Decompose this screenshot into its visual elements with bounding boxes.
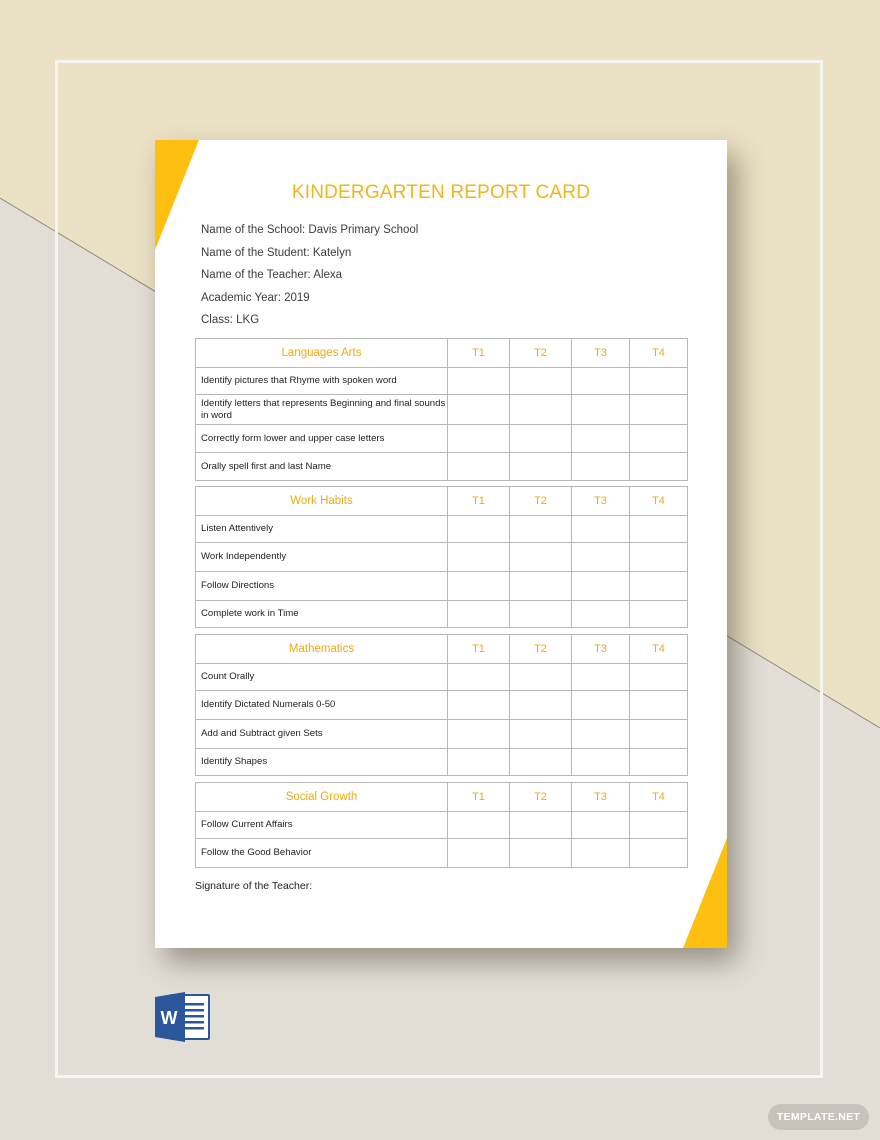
row-label: Follow the Good Behavior	[196, 839, 448, 868]
term-header-t1: T1	[448, 487, 510, 516]
term-header-t4: T4	[630, 635, 688, 664]
grade-cell	[630, 368, 688, 395]
row-label: Follow Directions	[196, 572, 448, 601]
grade-cell	[510, 749, 572, 776]
row-label: Orally spell first and last Name	[196, 453, 448, 481]
grade-cell	[448, 839, 510, 868]
grade-cell	[572, 516, 630, 543]
row-label: Follow Current Affairs	[196, 812, 448, 839]
grade-cell	[448, 368, 510, 395]
grade-cell	[572, 691, 630, 720]
section-languages-arts	[195, 338, 688, 481]
grade-cell	[448, 664, 510, 691]
row-label: Add and Subtract given Sets	[196, 720, 448, 749]
grade-cell	[630, 572, 688, 601]
grade-cell	[510, 664, 572, 691]
grade-cell	[630, 749, 688, 776]
grade-cell	[448, 720, 510, 749]
grade-cell	[630, 664, 688, 691]
grade-cell	[510, 368, 572, 395]
term-header-t2: T2	[510, 487, 572, 516]
student-name: Name of the Student: Katelyn	[201, 246, 352, 259]
grade-cell	[572, 395, 630, 425]
grade-cell	[510, 812, 572, 839]
section-work-habits	[195, 486, 688, 628]
section-header: Work Habits	[196, 487, 448, 516]
grade-cell	[572, 812, 630, 839]
grade-cell	[572, 664, 630, 691]
grade-cell	[572, 839, 630, 868]
class-name: Class: LKG	[201, 314, 260, 327]
grade-cell	[448, 453, 510, 481]
grade-cell	[630, 453, 688, 481]
grade-cell	[448, 516, 510, 543]
grade-cell	[572, 749, 630, 776]
grade-cell	[510, 839, 572, 868]
section-mathematics	[195, 634, 688, 776]
row-label: Correctly form lower and upper case letters	[196, 425, 448, 453]
grade-cell	[510, 516, 572, 543]
template-net-badge[interactable]: TEMPLATE.NET	[768, 1104, 869, 1130]
row-label: Identify Dictated Numerals 0-50	[196, 691, 448, 720]
grade-cell	[630, 720, 688, 749]
signature-label: Signature of the Teacher:	[195, 880, 313, 892]
grade-cell	[448, 543, 510, 572]
term-header-t1: T1	[448, 783, 510, 812]
term-header-t2: T2	[510, 635, 572, 664]
term-header-t4: T4	[630, 339, 688, 368]
grade-cell	[572, 572, 630, 601]
row-label: Complete work in Time	[196, 601, 448, 628]
grade-cell	[572, 453, 630, 481]
grade-cell	[630, 812, 688, 839]
grade-cell	[510, 601, 572, 628]
grade-cell	[630, 425, 688, 453]
grade-cell	[448, 601, 510, 628]
grade-cell	[448, 395, 510, 425]
row-label: Identify Shapes	[196, 749, 448, 776]
grade-cell	[630, 395, 688, 425]
grade-cell	[630, 839, 688, 868]
student-info	[201, 222, 418, 335]
grade-cell	[510, 395, 572, 425]
row-label: Listen Attentively	[196, 516, 448, 543]
teacher-name: Name of the Teacher: Alexa	[201, 269, 343, 282]
term-header-t3: T3	[572, 487, 630, 516]
grade-cell	[448, 749, 510, 776]
grade-cell	[572, 368, 630, 395]
word-file-icon	[155, 992, 211, 1042]
term-header-t2: T2	[510, 783, 572, 812]
section-header: Mathematics	[196, 635, 448, 664]
academic-year: Academic Year: 2019	[201, 291, 310, 304]
grade-cell	[510, 572, 572, 601]
term-header-t3: T3	[572, 635, 630, 664]
term-header-t4: T4	[630, 783, 688, 812]
term-header-t3: T3	[572, 783, 630, 812]
grade-cell	[572, 543, 630, 572]
grade-cell	[630, 691, 688, 720]
term-header-t3: T3	[572, 339, 630, 368]
grade-cell	[572, 601, 630, 628]
grade-cell	[510, 425, 572, 453]
grade-cell	[510, 691, 572, 720]
row-label: Work Independently	[196, 543, 448, 572]
term-header-t1: T1	[448, 339, 510, 368]
term-header-t1: T1	[448, 635, 510, 664]
svg-text:W: W	[160, 1008, 178, 1028]
row-label: Identify pictures that Rhyme with spoken word	[196, 368, 448, 395]
term-header-t2: T2	[510, 339, 572, 368]
grade-cell	[572, 425, 630, 453]
row-label: Identify letters that represents Beginning and final sounds in word	[196, 395, 448, 425]
grade-cell	[448, 691, 510, 720]
term-header-t4: T4	[630, 487, 688, 516]
grade-cell	[510, 720, 572, 749]
grade-cell	[510, 453, 572, 481]
corner-accent-bottom-right	[683, 838, 727, 948]
grade-cell	[630, 601, 688, 628]
grade-cell	[448, 572, 510, 601]
grade-cell	[572, 720, 630, 749]
grade-cell	[448, 812, 510, 839]
grade-cell	[630, 543, 688, 572]
grade-cell	[448, 425, 510, 453]
section-header: Languages Arts	[196, 339, 448, 368]
school-name: Name of the School: Davis Primary School	[201, 224, 419, 236]
grade-cell	[630, 516, 688, 543]
row-label: Count Orally	[196, 664, 448, 691]
grade-cell	[510, 543, 572, 572]
section-header: Social Growth	[196, 783, 448, 812]
section-social-growth	[195, 782, 688, 868]
report-card-page	[155, 140, 727, 948]
page-title: KINDERGARTEN REPORT CARD	[291, 182, 591, 203]
